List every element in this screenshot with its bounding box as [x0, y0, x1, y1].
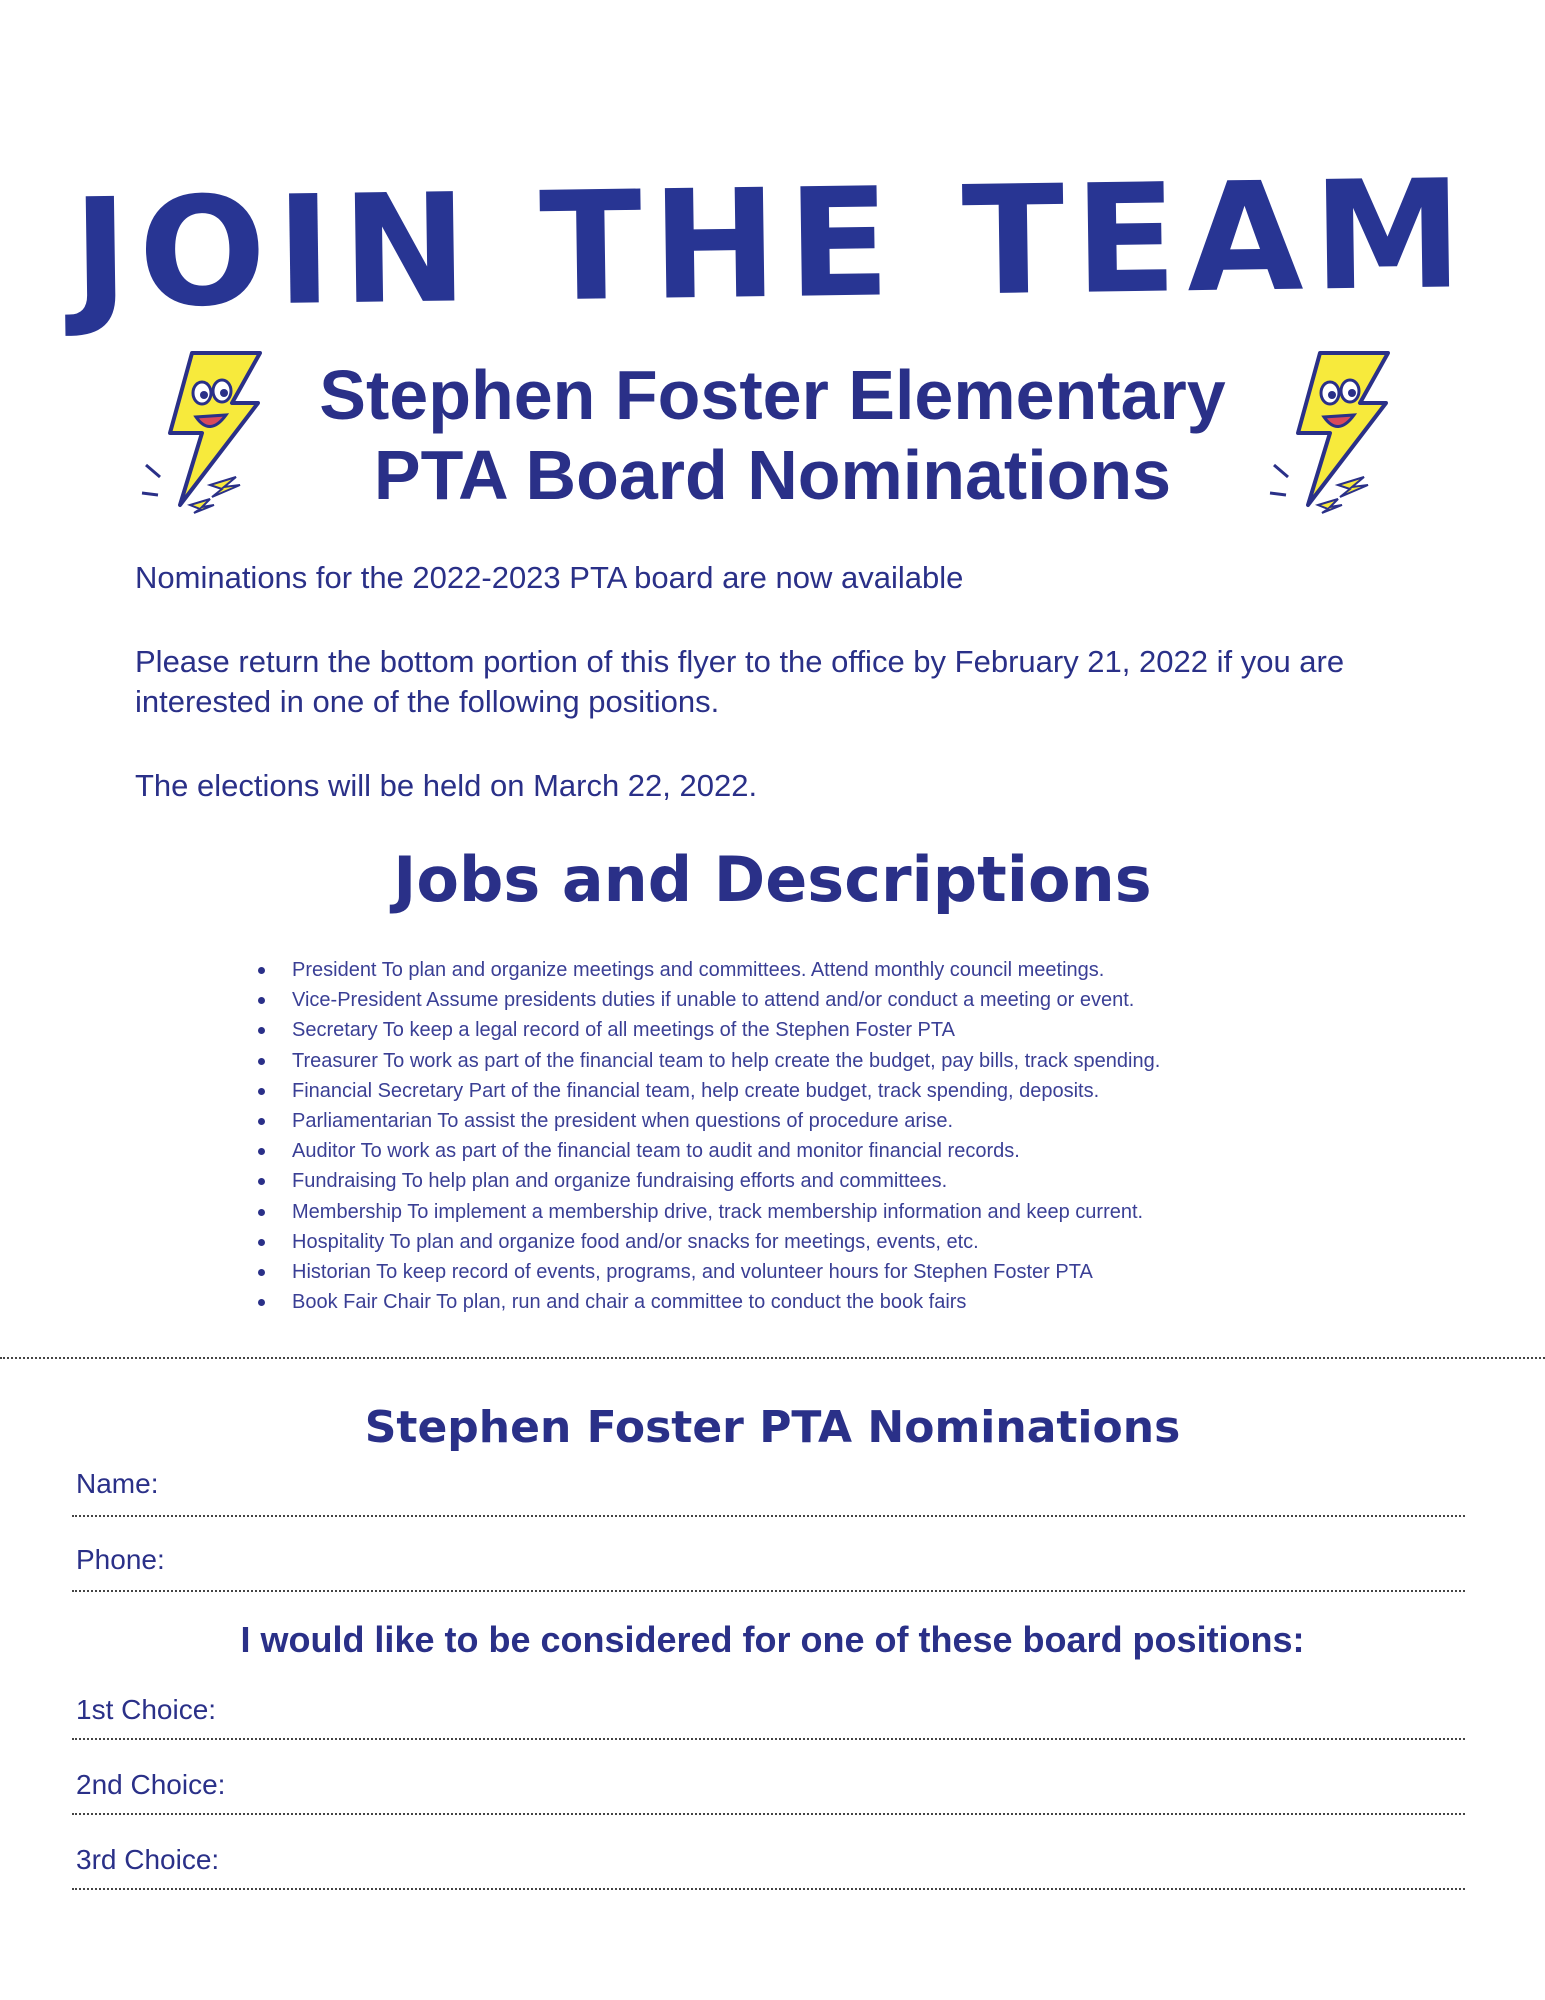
list-item: Fundraising To help plan and organize fundraising efforts and committees. [258, 1166, 1458, 1196]
headline: JOIN THE TEAM [71, 148, 1474, 342]
third-choice-field[interactable] [72, 1888, 1465, 1890]
name-field-label: Name: [76, 1468, 159, 1499]
third-choice-label: 3rd Choice: [76, 1844, 220, 1875]
subtitle-board: PTA Board Nominations [373, 436, 1172, 514]
job-list [258, 955, 1458, 1317]
second-choice-field[interactable] [72, 1813, 1465, 1815]
list-item: Hospitality To plan and organize food and/or snacks for meetings, events, etc. [258, 1227, 1458, 1257]
cut-line-divider [0, 1357, 1545, 1359]
list-item: Vice-President Assume presidents duties if unable to attend and/or conduct a meeting or event. [258, 985, 1458, 1015]
list-item: Financial Secretary Part of the financial team, help create budget, track spending, deposits. [258, 1076, 1458, 1106]
list-item: President To plan and organize meetings and committees. Attend monthly council meetings. [258, 955, 1458, 985]
list-item: Parliamentarian To assist the president when questions of procedure arise. [258, 1106, 1458, 1136]
name-field[interactable] [72, 1515, 1465, 1517]
second-choice-label: 2nd Choice: [76, 1769, 226, 1800]
list-item: Auditor To work as part of the financial team to audit and monitor financial records. [258, 1136, 1458, 1166]
subtitle-school: Stephen Foster Elementary [319, 356, 1226, 434]
first-choice-label: 1st Choice: [76, 1694, 217, 1725]
list-item: Membership To implement a membership drive, track membership information and keep current. [258, 1197, 1458, 1227]
list-item: Book Fair Chair To plan, run and chair a committee to conduct the book fairs [258, 1287, 1458, 1317]
intro-return-instructions: Please return the bottom portion of this flyer to the office by February 21, 2022 if you are interested in one of the following positions. [135, 644, 1345, 719]
list-item: Secretary To keep a legal record of all meetings of the Stephen Foster PTA [258, 1015, 1458, 1045]
first-choice-field[interactable] [72, 1738, 1465, 1740]
intro-availability: Nominations for the 2022-2023 PTA board are now available [135, 560, 964, 595]
list-item: Historian To keep record of events, programs, and volunteer hours for Stephen Foster PTA [258, 1257, 1458, 1287]
form-title: Stephen Foster PTA Nominations [364, 1402, 1181, 1453]
phone-field-label: Phone: [76, 1544, 165, 1575]
choice-heading: I would like to be considered for one of these board positions: [240, 1619, 1305, 1660]
list-item: Treasurer To work as part of the financial team to help create the budget, pay bills, track spending. [258, 1046, 1458, 1076]
phone-field[interactable] [72, 1590, 1465, 1592]
jobs-section-title: Jobs and Descriptions [393, 843, 1152, 916]
intro-election-date: The elections will be held on March 22, 2022. [135, 768, 758, 803]
